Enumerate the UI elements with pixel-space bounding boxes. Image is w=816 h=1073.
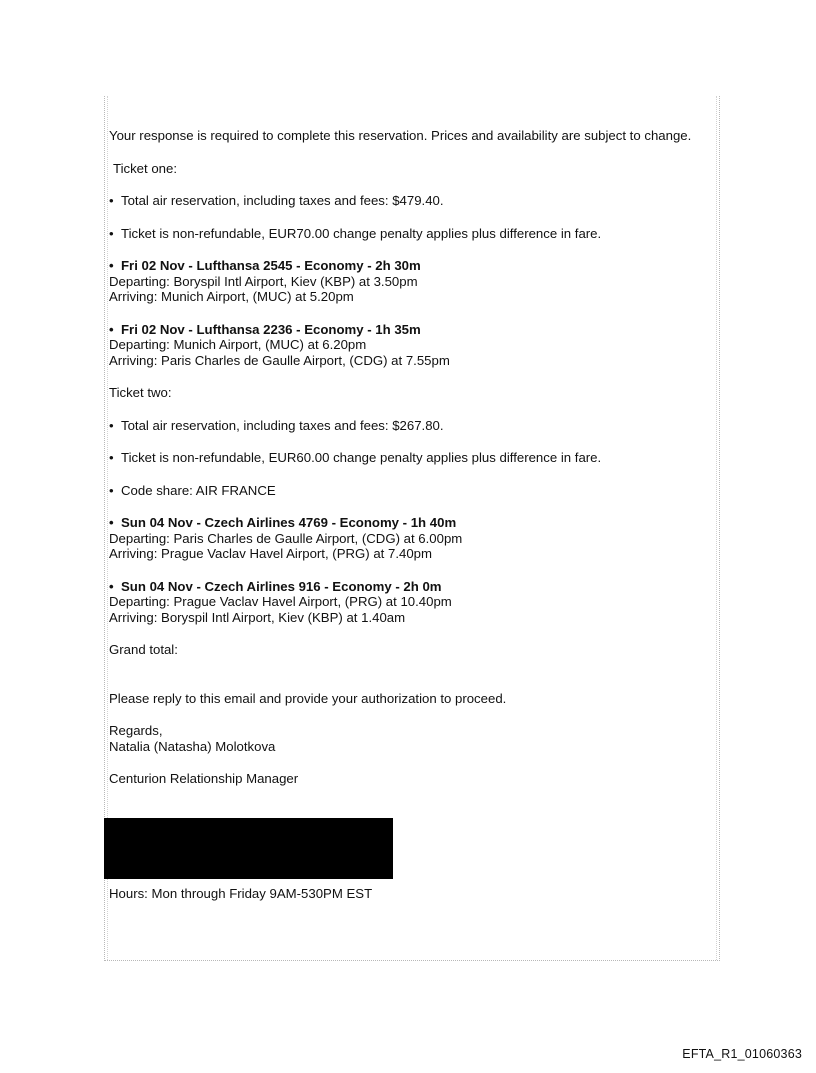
flight-departure: Departing: Munich Airport, (MUC) at 6.20pm bbox=[109, 337, 367, 352]
flight-header: • Sun 04 Nov - Czech Airlines 916 - Economy - 2h 0m bbox=[109, 579, 709, 595]
flight-block bbox=[109, 322, 709, 369]
flight-block bbox=[109, 515, 709, 562]
hours-text: Hours: Mon through Friday 9AM-530PM EST bbox=[109, 886, 373, 901]
regards-text: Regards, bbox=[109, 723, 163, 738]
grand-total-label: Grand total: bbox=[109, 642, 178, 657]
flight-header: • Fri 02 Nov - Lufthansa 2545 - Economy - 2h 30m bbox=[109, 258, 709, 274]
flight-block bbox=[109, 258, 709, 305]
flight-departure: Departing: Prague Vaclav Havel Airport, (PRG) at 10.40pm bbox=[109, 594, 452, 609]
ticket-two-refund-policy: • Ticket is non-refundable, EUR60.00 change penalty applies plus difference in fare. bbox=[109, 450, 709, 466]
flight-header: • Fri 02 Nov - Lufthansa 2236 - Economy - 1h 35m bbox=[109, 322, 709, 338]
ticket-one-refund-policy: • Ticket is non-refundable, EUR70.00 change penalty applies plus difference in fare. bbox=[109, 226, 709, 242]
signer-title: Centurion Relationship Manager bbox=[109, 771, 299, 786]
flight-arrival: Arriving: Paris Charles de Gaulle Airport, (CDG) at 7.55pm bbox=[109, 352, 450, 368]
ticket-two-codeshare: • Code share: AIR FRANCE bbox=[109, 483, 709, 499]
ticket-two-total: • Total air reservation, including taxes and fees: $267.80. bbox=[109, 418, 709, 434]
flight-header: • Sun 04 Nov - Czech Airlines 4769 - Economy - 1h 40m bbox=[109, 515, 709, 531]
document-id: EFTA_R1_01060363 bbox=[682, 1047, 802, 1061]
ticket-one-total: • Total air reservation, including taxes and fees: $479.40. bbox=[109, 193, 709, 209]
intro-text: Your response is required to complete this reservation. Prices and availability are subject to change. bbox=[109, 128, 692, 143]
signer-name: Natalia (Natasha) Molotkova bbox=[109, 738, 276, 754]
flight-block bbox=[109, 579, 709, 626]
ticket-two-heading: Ticket two: bbox=[109, 385, 172, 400]
flight-departure: Departing: Paris Charles de Gaulle Airport, (CDG) at 6.00pm bbox=[109, 530, 463, 546]
signature-block bbox=[109, 723, 709, 754]
flight-departure: Departing: Boryspil Intl Airport, Kiev (KBP) at 3.50pm bbox=[109, 273, 418, 289]
redaction-block bbox=[104, 818, 393, 879]
flight-arrival: Arriving: Prague Vaclav Havel Airport, (PRG) at 7.40pm bbox=[109, 546, 432, 561]
ticket-one-heading: Ticket one: bbox=[113, 160, 178, 176]
flight-arrival: Arriving: Munich Airport, (MUC) at 5.20pm bbox=[109, 289, 354, 304]
email-body bbox=[109, 128, 709, 787]
reply-request: Please reply to this email and provide your authorization to proceed. bbox=[109, 690, 507, 706]
flight-arrival: Arriving: Boryspil Intl Airport, Kiev (KBP) at 1.40am bbox=[109, 609, 406, 625]
